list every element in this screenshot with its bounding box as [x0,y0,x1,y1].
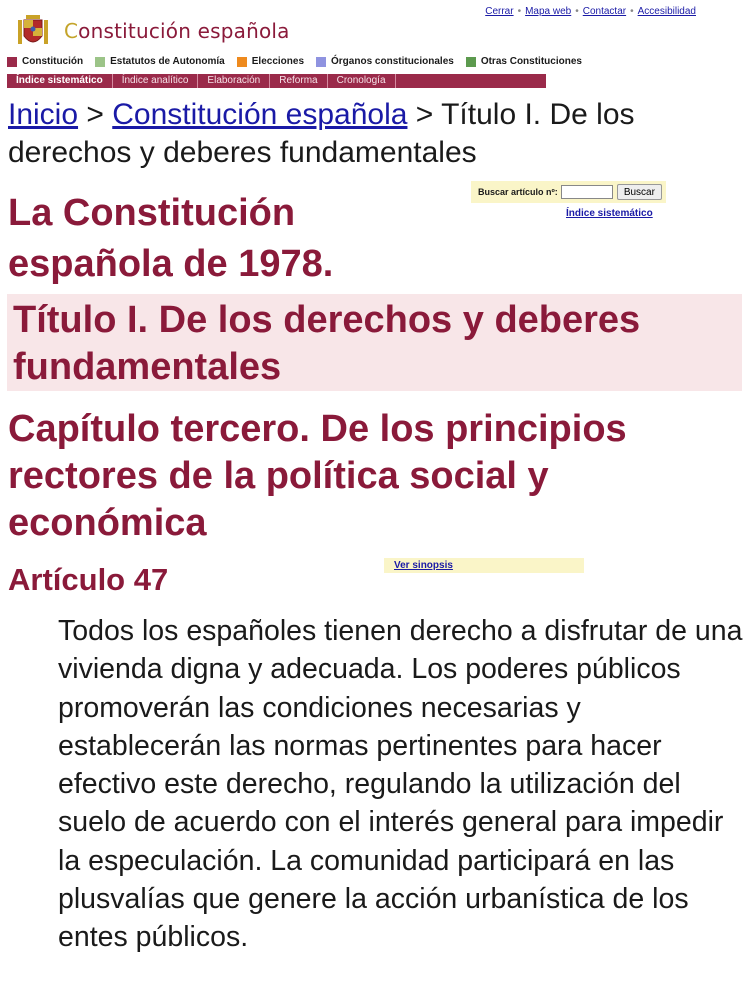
nav-otras-constituciones[interactable]: Otras Constituciones [466,56,582,67]
breadcrumb-separator: > [407,98,442,131]
nav-organos[interactable]: Órganos constitucionales [316,56,454,67]
top-links [485,6,696,17]
nav-constitucion[interactable]: Constitución [7,56,83,67]
tab-reforma[interactable]: Reforma [270,74,327,88]
site-logo[interactable] [16,12,290,50]
site-title: Constitución española [64,19,290,43]
title-heading: Título I. De los derechos y deberes fundamentales [7,294,742,391]
nav-square-icon [237,57,247,67]
sub-nav [7,74,546,88]
site-map-link[interactable]: Mapa web [525,6,572,17]
search-label: Buscar artículo nº: [478,187,558,197]
article-heading: Artículo 47 [8,562,169,597]
nav-elecciones[interactable]: Elecciones [237,56,304,67]
synopsis-link[interactable]: Ver sinopsis [394,560,453,571]
separator: • [575,6,579,17]
tab-indice-sistematico[interactable]: Índice sistemático [7,74,113,88]
breadcrumb-current: Título I. De los derechos y deberes fundamentales [8,98,635,169]
breadcrumb-separator: > [78,98,113,131]
synopsis-box [384,558,584,573]
article-number-input[interactable] [561,185,613,199]
nav-square-icon [466,57,476,67]
nav-square-icon [316,57,326,67]
article-search [471,181,666,203]
accessibility-link[interactable]: Accesibilidad [637,6,696,17]
page-title: La Constitución española de 1978. [8,192,334,285]
contact-link[interactable]: Contactar [582,6,627,17]
nav-square-icon [95,57,105,67]
breadcrumb-section-link[interactable]: Constitución española [112,98,408,131]
chapter-heading: Capítulo tercero. De los principios rectores de la política social y económica [8,408,627,544]
separator: • [517,6,522,17]
tab-cronologia[interactable]: Cronología [328,74,396,88]
tab-elaboracion[interactable]: Elaboración [198,74,270,88]
systematic-index-link[interactable]: Índice sistemático [566,208,653,219]
breadcrumb [8,96,748,172]
tab-indice-analitico[interactable]: Índice analítico [113,74,199,88]
close-link[interactable]: Cerrar [485,6,514,17]
nav-square-icon [7,57,17,67]
main-nav [7,56,594,67]
article-text: Todos los españoles tienen derecho a disfrutar de una vivienda digna y adecuada. Los poderes públicos promoverán las condiciones necesarias y establecerán las normas pertinentes para hacer efectivo este derecho, regulando la utilización del suelo de acuerdo con el interés general para impedir la especulación. La comunidad participará en las plusvalías que genere la acción urbanística de los entes públicos. [58,615,743,954]
breadcrumb-home-link[interactable]: Inicio [8,98,79,131]
separator: • [630,6,634,17]
nav-estatutos[interactable]: Estatutos de Autonomía [95,56,225,67]
search-button[interactable]: Buscar [617,184,662,200]
coat-of-arms-icon [16,12,50,50]
